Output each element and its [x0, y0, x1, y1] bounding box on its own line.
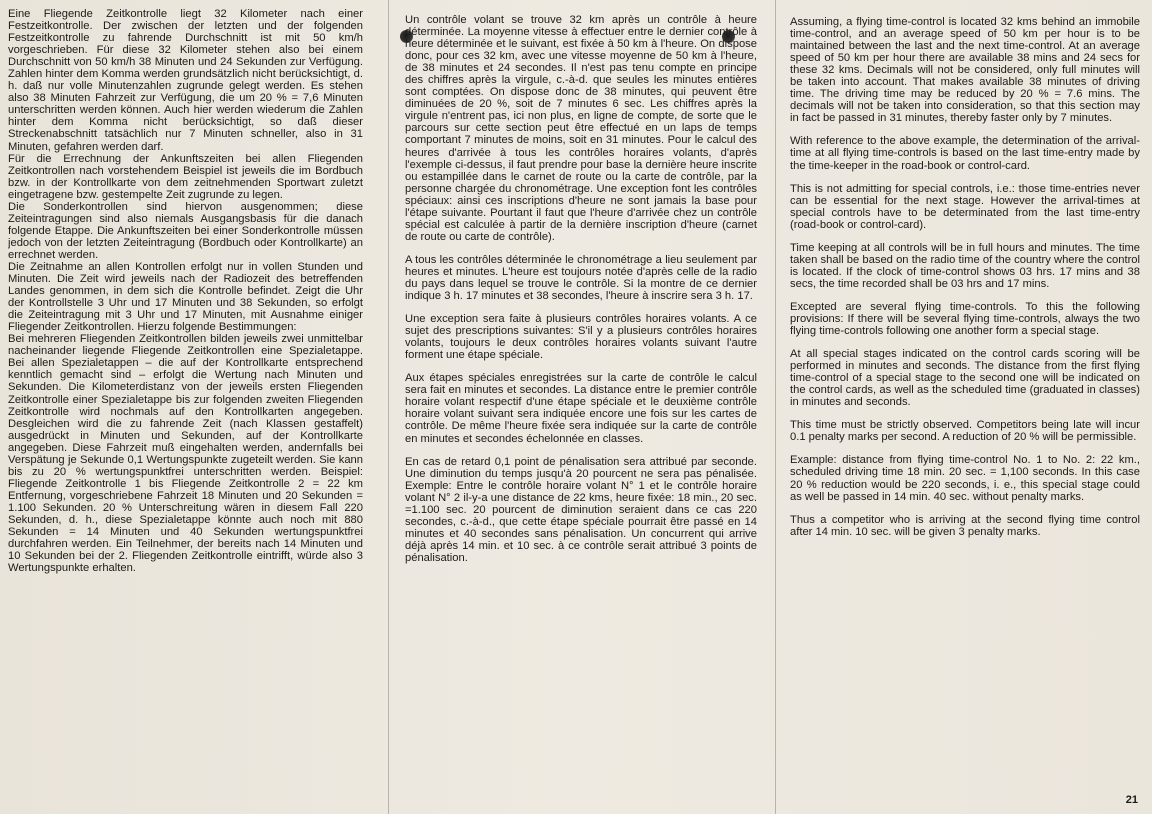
german-paragraph: Eine Fliegende Zeitkontrolle liegt 32 Kilometer nach einer Festzeitkontrolle. Der zwischen der letzten und der folgenden Festzeitkontrolle zu fahrende Durchschnitt ist mit 50 km/h vorgeschrieben. Für diese 32 Kilometer stehen also bei einem Durchschnitt von 50 km/h 38 Minuten und 24 Sekunden zur Verfügung. Zahlen hinter dem Komma werden grundsätzlich nicht berücksichtigt, d. h. daß nur volle Minutenzahlen zugrunde gelegt werden. Es stehen also 38 Minuten Fahrzeit zur Verfügung, die um 20 % = 7,6 Minuten unterschritten werden können. Auch hier werden wiederum die Zahlen hinter dem Komma nicht berücksichtigt, so daß dieser Streckenabschnitt tatsächlich nur 7 Minuten schneller, also in 31 Minuten, gefahren werden darf.: [8, 8, 363, 153]
german-paragraph: Die Sonderkontrollen sind hiervon ausgenommen; diese Zeiteintragungen sind also niemals Ausgangsbasis für die danach folgende Etappe. Die Ankunftszeiten bei einer Sonderkontrolle müssen jedoch von der letzten Zeiteintragung (Bordbuch oder Kontrollkarte) an errechnet werden.: [8, 200, 363, 261]
german-paragraph: Für die Errechnung der Ankunftszeiten bei allen Fliegenden Zeitkontrollen nach vorstehendem Beispiel ist jeweils die im Bordbuch bzw. in der Kontrollkarte von dem zeitnehmenden Sportwart zuletzt eingetragene bzw. gestempelte Zeit zugrunde zu legen.: [8, 152, 363, 201]
french-paragraph: Aux étapes spéciales enregistrées sur la carte de contrôle le calcul sera fait en minutes et secondes. La distance entre le premier contrôle horaire volant respectif d'une étape spéciale et le deuxième contrôle horaire volant suivant sera indiquée encore une fois sur les cartes de contrôle. De même l'heure fixée sera indiquée sur la carte de contrôle en minutes et secondes échelonnée en classes.: [405, 372, 757, 445]
german-paragraph: Bei mehreren Fliegenden Zeitkontrollen bilden jeweils zwei unmittelbar nacheinander liegende Fliegende Zeitkontrollen eine Spezialetappe. Bei allen Spezialetappen – die auf der Kontrollkarte entsprechend kenntlich gemacht sind – erfolgt die Wertung nach Minuten und Sekunden. Die Kilometerdistanz von der jeweils ersten Fliegenden Zeitkontrolle einer Spezialetappe bis zur folgenden zweiten Fliegenden Zeitkontrolle wird nochmals auf den Kontrollkarten angegeben. Desgleichen wird die zu fahrende Zeit (nach Klassen gestaffelt) ausgedrückt in Minuten und Sekunden, auf der Kontrollkarte angegeben. Diese Fahrzeit muß eingehalten werden, andernfalls bei Verspätung je Sekunde 0,1 Wertungspunkte zugeteilt werden. Sie kann bis zu 20 % wertungspunktfrei unterschritten werden. Beispiel: Fliegende Zeitkontrolle 1 bis Fliegende Zeitkontrolle 2 = 22 km Entfernung, vorgeschriebene Fahrzeit 18 Minuten und 20 Sekunden = 1.100 Sekunden. 20 % Unterschreitung wären in diesem Fall 220 Sekunden, d. h., diese Spezialetappe könnte auch noch mit 880 Sekunden = 14 Minuten und 40 Sekunden wertungspunktfrei durchfahren werden. Ein Teilnehmer, der bereits nach 14 Minuten und 10 Sekunden bei der 2. Fliegenden Zeitkontrolle eintrifft, würde also 3 Wertungspunkte erhalten.: [8, 333, 363, 575]
german-column: [8, 8, 363, 574]
french-paragraph: Un contrôle volant se trouve 32 km après un contrôle à heure déterminée. La moyenne vitesse à effectuer entre le dernier contrôle à heure déterminée et le suivant, est fixée à 50 km à l'heure. On dispose donc, pour ces 32 km, avec une vitesse moyenne de 50 km à l'heure, de 38 minutes et 24 secondes. Il n'est pas tenu compte en principe des chiffres après la virgule, c.-à-d. que seules les minutes entières sont comptées. On dispose donc de 38 minutes, qui peuvent être diminuées de 20 %, soit de 7 minutes 6 sec. Les chiffres après la virgule n'entrent pas, ici non plus, en ligne de compte, de sorte que le parcours sur cette section peut être effectué en un laps de temps comportant 7 minutes de moins, soit en 31 minutes. Pour le calcul des heures d'arrivée à tous les contrôles horaires volants, d'après l'exemple ci-dessus, il faut prendre pour base la dernière heure inscrite ou estampillée dans le carnet de route ou la carte de contrôle, par la personne chargée du chronométrage. Une exception font les contrôles spéciaux: ainsi ces inscriptions d'heure ne sont jamais la base pour l'étape suivante. Pourtant il faut que l'heure d'arrivée chez un contrôle spécial est calculée à partir de la dernière inscription d'heure (carnet de route ou carte de contrôle).: [405, 14, 757, 243]
english-paragraph: Assuming, a flying time-control is located 32 kms behind an immobile time-control, and an average speed of 50 km per hour is to be maintained between the last and the next time-control. At an average speed of 50 km per hour there are available 38 mins and 24 secs for these 32 kms. Decimals will not be considered, only full minutes will be taken into account. That makes available 38 minutes of driving time. The driving time may be reduced by 20 % = 7.6 mins. The decimals will not be taken into consideration, so that this section may in fact be passed in 31 minutes, thereby faster only by 7 minutes.: [790, 16, 1140, 125]
english-paragraph: This time must be strictly observed. Competitors being late will incur 0.1 penalty marks per second. A reduction of 20 % will be permissible.: [790, 419, 1140, 444]
english-column: [790, 16, 1140, 538]
french-paragraph: Une exception sera faite à plusieurs contrôles horaires volants. A ce sujet des prescriptions suivantes: S'il y a plusieurs contrôles horaires volants, toujours le deux contrôles horaires volants suivant l'autre forment une étape spéciale.: [405, 313, 757, 362]
column-divider: [388, 0, 389, 814]
english-paragraph: With reference to the above example, the determination of the arrival-time at all flying time-controls is based on the last time-entry made by the time-keeper in the road-book or control-card.: [790, 135, 1140, 172]
english-paragraph: This is not admitting for special controls, i.e.: those time-entries never can be essential for the next stage. However the arrival-times at special controls have to be determinated from the last time-entry (road-book or control-card).: [790, 182, 1140, 231]
french-paragraph: A tous les contrôles déterminée le chronométrage a lieu seulement par heures et minutes. L'heure est toujours notée d'après celle de la radio du pays dans lequel se trouve le contrôle. Si la montre de ce dernier indique 3 h. 17 minutes et 38 secondes, l'heure à inscrire sera 3 h. 17.: [405, 253, 757, 303]
german-paragraph: Die Zeitnahme an allen Kontrollen erfolgt nur in vollen Stunden und Minuten. Die Zeit wird jeweils nach der Radiozeit des betreffenden Landes genommen, in dem sich die Kontrolle befindet. Zeigt die Uhr der Kontrollstelle 3 Uhr und 17 Minuten und 38 Sekunden, so erfolgt die Zeiteintragung mit 3 Uhr und 17 Minuten, mit Ausnahme einiger Fliegender Zeitkontrollen. Hierzu folgende Bestimmungen:: [8, 260, 363, 334]
page-number: 21: [1125, 794, 1138, 806]
english-paragraph: Thus a competitor who is arriving at the second flying time control after 14 min. 10 sec. will be given 3 penalty marks.: [790, 513, 1140, 538]
french-column: [405, 14, 757, 564]
column-divider: [775, 0, 776, 814]
english-paragraph: At all special stages indicated on the control cards scoring will be performed in minutes and seconds. The distance from the first flying time-control of a special stage to the second one will be indicated on the control cards, as well as the scheduled time (graduated in classes) in minutes and seconds.: [790, 348, 1140, 409]
french-paragraph: En cas de retard 0,1 point de pénalisation sera attribué par seconde. Une diminution du temps jusqu'à 20 pourcent ne sera pas pénalisée. Exemple: Entre le contrôle horaire volant N° 1 et le contrôle horaire volant N° 2 il-y-a une distance de 22 kms, heure fixée: 18 min., 20 sec. =1.100 sec. 20 pourcent de diminution seraient dans ce cas 220 secondes, c.-à-d., que cette étape spéciale pourrait être passé en 14 minutes et 40 secondes sans pénalisation. Un concurrent qui arrive déjà après 14 min. et 10 sec. à ce contrôle serait attribué 3 points de pénalisation.: [405, 455, 757, 564]
english-paragraph: Excepted are several flying time-controls. To this the following provisions: If there will be several flying time-controls, always the two flying time-controls following one another form a special stage.: [790, 300, 1140, 338]
english-paragraph: Time keeping at all controls will be in full hours and minutes. The time taken shall be based on the radio time of the country where the control is located. If the clock of time-control shows 03 hrs. 17 mins and 38 secs, the time recorded shall be 03 hrs and 17 mins.: [790, 241, 1140, 290]
english-paragraph: Example: distance from flying time-control No. 1 to No. 2: 22 km., scheduled driving time 18 min. 20 sec. = 1,100 seconds. In this case 20 % reduction would be 220 seconds, i. e., this special stage could as well be passed in 14 min. 40 sec. without penalty marks.: [790, 454, 1140, 503]
